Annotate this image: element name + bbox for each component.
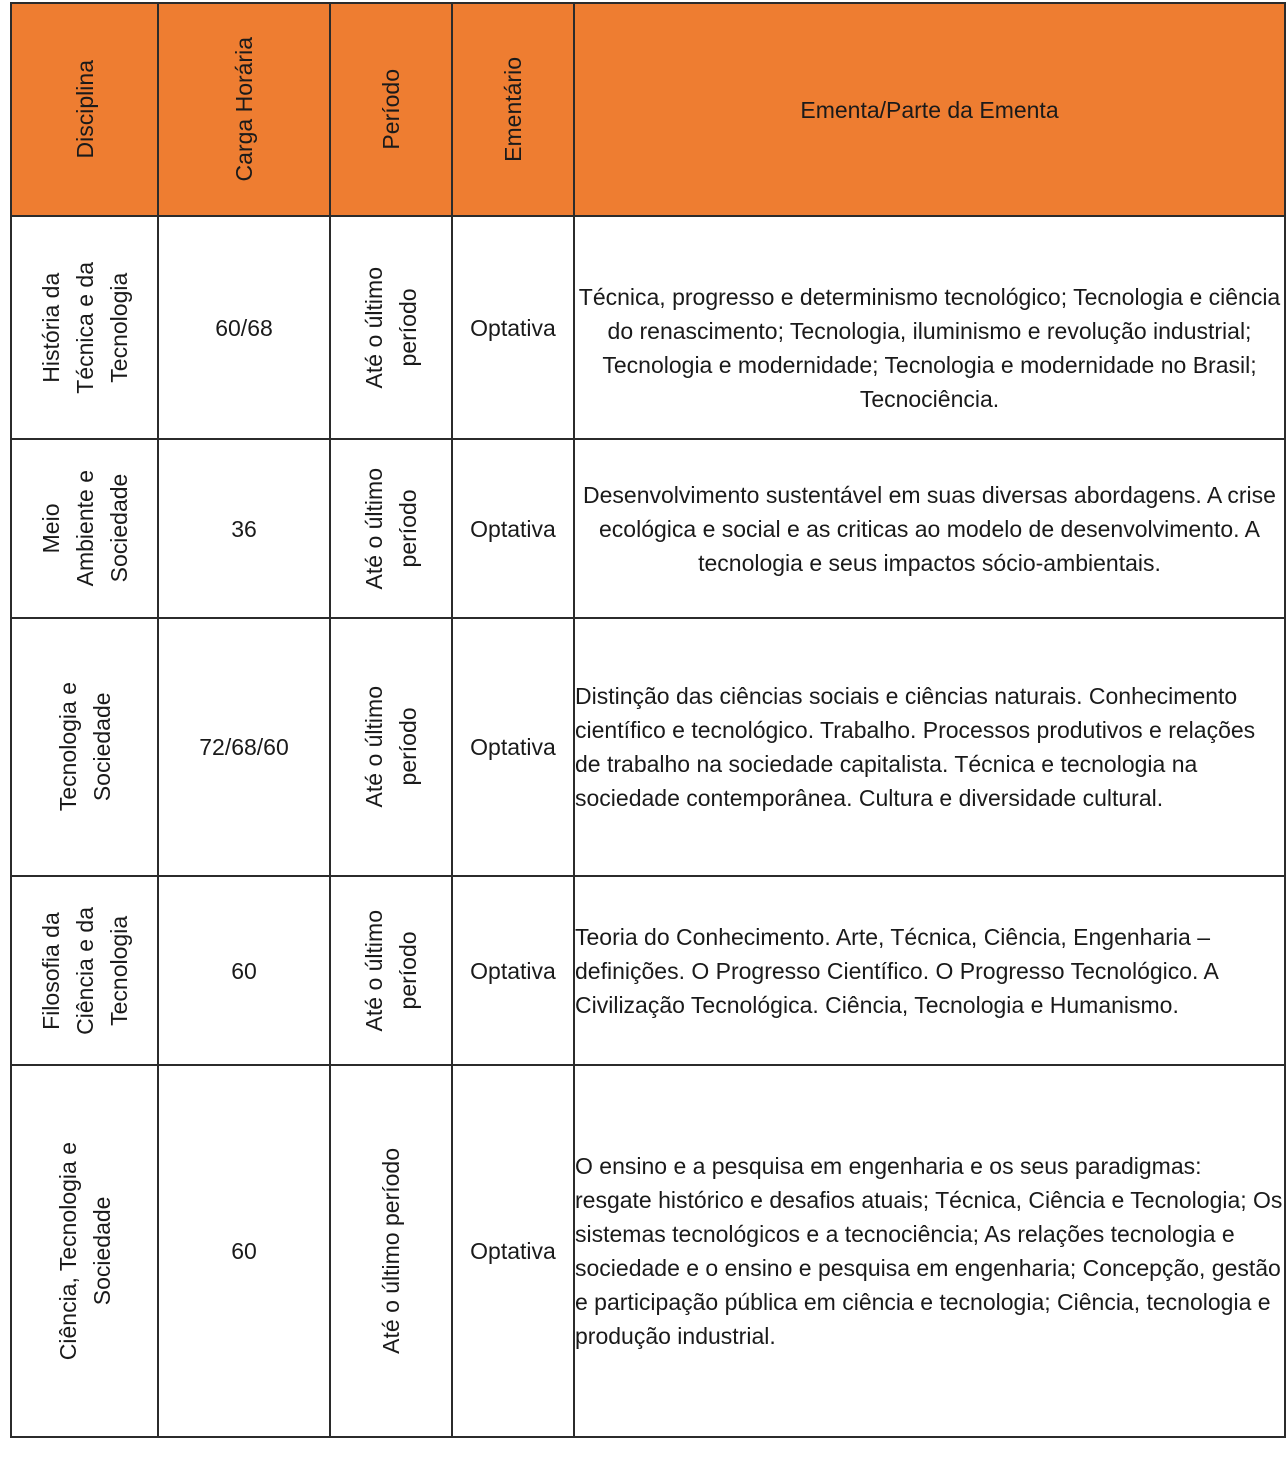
carga-cell: 60/68 [158,216,330,439]
ementa-cell: Desenvolvimento sustentável em suas diversas abordagens. A crise ecológica e social e as criticas ao modelo de desenvolvimento. A tecnologia e seus impactos sócio-ambientais. [574,439,1285,618]
ementario-cell: Optativa [452,439,574,618]
carga-cell: 60 [158,876,330,1065]
ementario-cell: Optativa [452,216,574,439]
ementa-cell: Distinção das ciências sociais e ciências naturais. Conhecimento científico e tecnológico. Trabalho. Processos produtivos e relações de trabalho na sociedade capitalista. Técnica e tecnologia na sociedade contemporânea. Cultura e diversidade cultural. [574,618,1285,876]
ementa-cell: Teoria do Conhecimento. Arte, Técnica, Ciência, Engenharia – definições. O Progresso Científico. O Progresso Tecnológico. A Civilização Tecnológica. Ciência, Tecnologia e Humanismo. [574,876,1285,1065]
header-carga-horaria: Carga Horária [158,3,330,216]
carga-cell: 72/68/60 [158,618,330,876]
table-row [11,216,1285,439]
disciplina-cell: Filosofia da Ciência e da Tecnologia [11,876,158,1065]
ementario-cell: Optativa [452,876,574,1065]
disciplina-cell: Ciência, Tecnologia e Sociedade [11,1065,158,1437]
disciplines-table [10,2,1286,1438]
header-disciplina: Disciplina [11,3,158,216]
table-row [11,618,1285,876]
header-periodo: Período [330,3,452,216]
table-row [11,1065,1285,1437]
periodo-cell: Até o último período [330,439,452,618]
table-row [11,876,1285,1065]
header-ementa: Ementa/Parte da Ementa [574,3,1285,216]
table-row [11,439,1285,618]
periodo-cell: Até o último período [330,216,452,439]
disciplina-cell: História da Técnica e da Tecnologia [11,216,158,439]
header-ementario: Ementário [452,3,574,216]
carga-cell: 36 [158,439,330,618]
periodo-cell: Até o último período [330,1065,452,1437]
disciplina-cell: Meio Ambiente e Sociedade [11,439,158,618]
ementa-cell: O ensino e a pesquisa em engenharia e os seus paradigmas: resgate histórico e desafios atuais; Técnica, Ciência e Tecnologia; Os sistemas tecnológicos e a tecnociência; As relações tecnologia e sociedade e o ensino e pesquisa em engenharia; Concepção, gestão e participação pública em ciência e tecnologia; Ciência, tecnologia e produção industrial. [574,1065,1285,1437]
carga-cell: 60 [158,1065,330,1437]
ementario-cell: Optativa [452,618,574,876]
periodo-cell: Até o último período [330,876,452,1065]
disciplina-cell: Tecnologia e Sociedade [11,618,158,876]
header-row [11,3,1285,216]
ementa-cell: Técnica, progresso e determinismo tecnológico; Tecnologia e ciência do renascimento; Tecnologia, iluminismo e revolução industrial; Tecnologia e modernidade; Tecnologia e modernidade no Brasil; Tecnociência. [574,216,1285,439]
periodo-cell: Até o último período [330,618,452,876]
ementario-cell: Optativa [452,1065,574,1437]
